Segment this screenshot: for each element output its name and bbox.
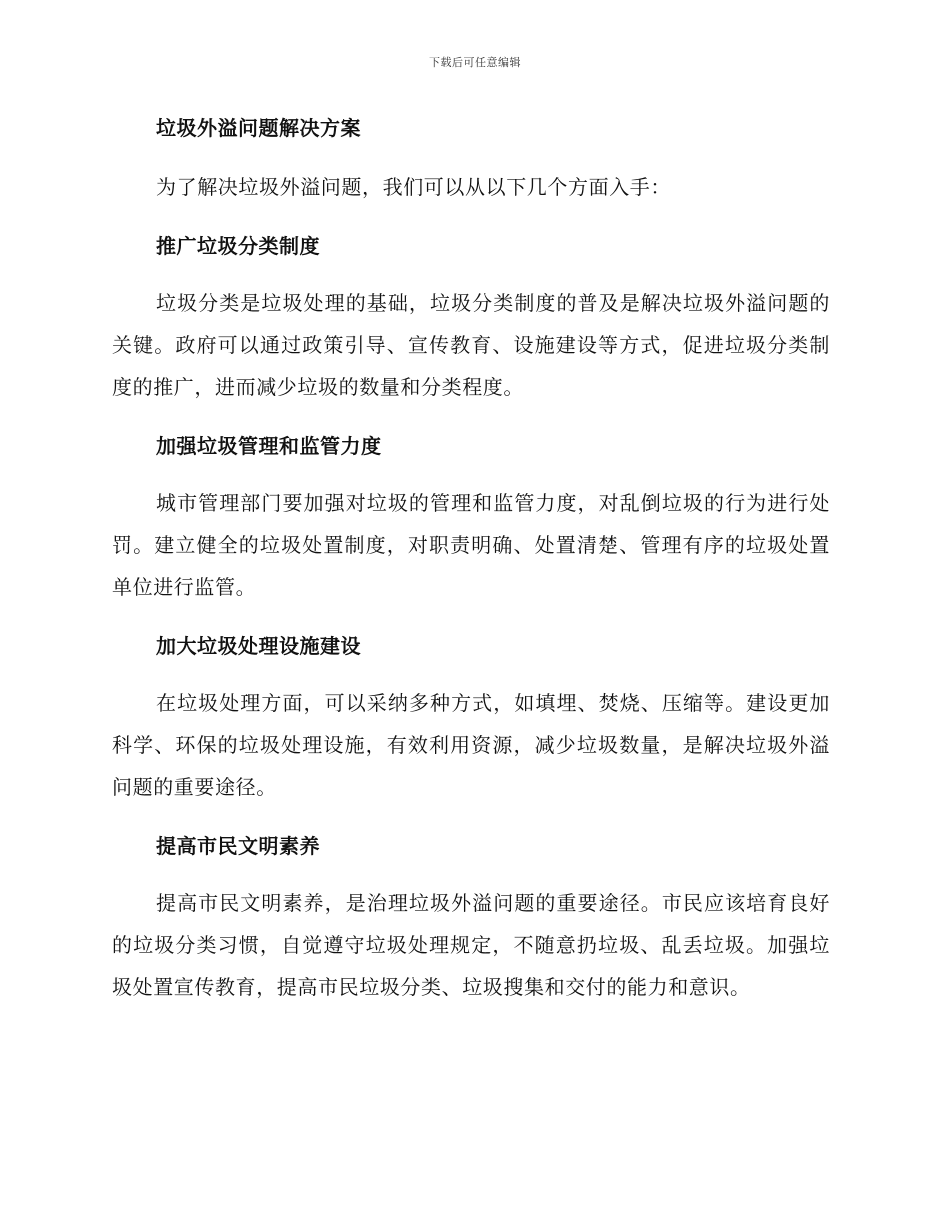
section-heading-sorting: 推广垃圾分类制度 xyxy=(156,234,320,258)
document-title: 垃圾外溢问题解决方案 xyxy=(156,116,361,140)
section-heading-civility: 提高市民文明素养 xyxy=(156,834,320,858)
document-body xyxy=(112,110,830,1008)
section-body-sorting: 垃圾分类是垃圾处理的基础，垃圾分类制度的普及是解决垃圾外溢问题的关键。政府可以通过政策引导、宣传教育、设施建设等方式，促进垃圾分类制度的推广，进而减少垃圾的数量和分类程度。 xyxy=(112,291,830,399)
page-header-note: 下载后可任意编辑 xyxy=(429,56,521,69)
intro-paragraph: 为了解决垃圾外溢问题，我们可以从以下几个方面入手： xyxy=(156,175,671,199)
section-body-facilities: 在垃圾处理方面，可以采纳多种方式，如填埋、焚烧、压缩等。建设更加科学、环保的垃圾处理设施，有效利用资源，减少垃圾数量，是解决垃圾外溢问题的重要途径。 xyxy=(112,691,830,799)
section-body-supervision: 城市管理部门要加强对垃圾的管理和监管力度，对乱倒垃圾的行为进行处罚。建立健全的垃圾处置制度，对职责明确、处置清楚、管理有序的垃圾处置单位进行监管。 xyxy=(112,491,830,599)
section-heading-facilities: 加大垃圾处理设施建设 xyxy=(156,634,361,658)
section-body-civility: 提高市民文明素养，是治理垃圾外溢问题的重要途径。市民应该培育良好的垃圾分类习惯，自觉遵守垃圾处理规定，不随意扔垃圾、乱丢垃圾。加强垃圾处置宣传教育，提高市民垃圾分类、垃圾搜集和交付的能力和意识。 xyxy=(112,891,830,999)
section-heading-supervision: 加强垃圾管理和监管力度 xyxy=(156,434,382,458)
